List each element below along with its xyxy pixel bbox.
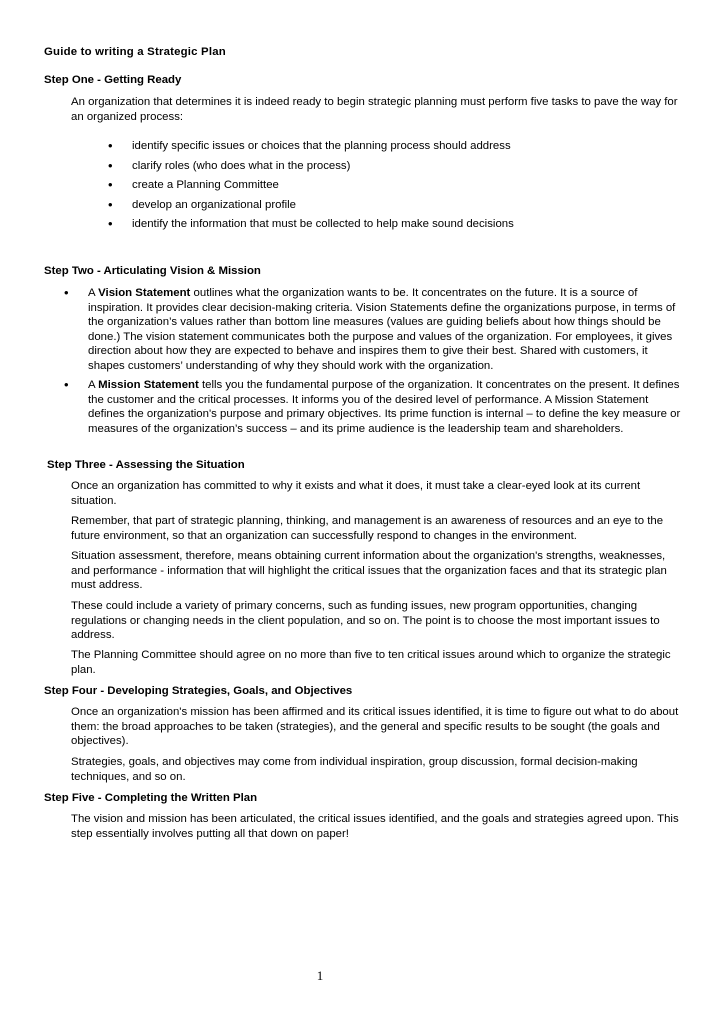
task-text: clarify roles (who does what in the process) — [132, 159, 351, 172]
step-three-paragraph: Once an organization has committed to why it exists and what it does, it must take a clear-eyed look at its current situation. — [71, 480, 641, 507]
task-text: develop an organizational profile — [132, 198, 297, 211]
step-five-paragraph: The vision and mission has been articulated, the critical issues identified, and the goals and strategies agreed upon. This step essentially involves putting all that down on paper! — [71, 813, 679, 840]
vision-body: outlines what the organization wants to be. It concentrates on the future. It is a source of inspiration. It provides clear decision-making criteria. Vision Statements define the organizations purpose, in terms of the organization’s values rather than bottom line measures (values are guiding beliefs about how things should be done.) The vision statement communicates both the purpose and values of the organization. For employees, it gives direction about how they are expected to behave and inspires them to give their best. Shared with customers, it shapes customers’ understanding of why they should work with the organization. — [88, 287, 676, 372]
bullet-icon: • — [108, 177, 113, 193]
vision-lead: A — [88, 287, 99, 299]
bullet-icon: • — [64, 377, 69, 392]
page-number: 1 — [316, 968, 324, 983]
step-three-paragraph: Remember, that part of strategic planning, thinking, and management is an awareness of resources and an eye to the future environment, so that an organization can successfully respond to changes in the environment. — [71, 515, 664, 542]
step-one-heading: Step One - Getting Ready — [44, 74, 182, 86]
step-four-paragraph: Once an organization's mission has been affirmed and its critical issues identified, it is time to figure out what to do about them: the broad approaches to be taken (strategies), and the general and specific results to be sought (the goals and objectives). — [71, 706, 679, 748]
vision-statement-text — [88, 286, 684, 374]
task-text: identify specific issues or choices that the planning process should address — [132, 140, 511, 152]
step-three-heading: Step Three - Assessing the Situation — [47, 459, 245, 471]
task-text: identify the information that must be collected to help make sound decisions — [132, 218, 514, 231]
step-three-paragraph: These could include a variety of primary concerns, such as funding issues, new program opportunities, changing regulations or changing needs in the client population, and so on. The point is to choose the most important issues to address. — [71, 600, 660, 642]
step-three-paragraph: The Planning Committee should agree on no more than five to ten critical issues around which to organize the strategic plan. — [71, 649, 671, 676]
mission-statement-text — [88, 378, 684, 436]
mission-term: Mission Statement — [98, 379, 199, 391]
bullet-icon: • — [108, 196, 113, 212]
bullet-icon: • — [108, 216, 113, 232]
step-one-intro: An organization that determines it is indeed ready to begin strategic planning must perform five tasks to pave the way for an organized process: — [71, 96, 678, 123]
bullet-icon: • — [64, 285, 69, 300]
mission-body: tells you the fundamental purpose of the organization. It concentrates on the present. It defines the customer and the critical processes. It informs you of the desired level of performance. A Mission Statement defines the organization's purpose and primary objectives. Its prime function is internal – to define the key measure or measures of the organization’s success – and its prime audience is the leadership team and shareholders. — [88, 379, 681, 435]
step-two-heading: Step Two - Articulating Vision & Mission — [44, 265, 261, 277]
bullet-icon: • — [108, 138, 113, 153]
mission-lead: A — [88, 379, 99, 391]
step-four-paragraph: Strategies, goals, and objectives may come from individual inspiration, group discussion, formal decision-making techniques, and so on. — [71, 756, 638, 783]
step-five-heading: Step Five - Completing the Written Plan — [44, 792, 258, 804]
bullet-icon: • — [108, 157, 113, 173]
step-four-heading: Step Four - Developing Strategies, Goals, and Objectives — [44, 685, 353, 697]
vision-term: Vision Statement — [98, 287, 191, 299]
document-title: Guide to writing a Strategic Plan — [44, 46, 226, 58]
task-text: create a Planning Committee — [132, 179, 279, 192]
step-three-paragraph: Situation assessment, therefore, means obtaining current information about the organization's strengths, weaknesses, and performance - information that will highlight the critical issues that the organization faces and that its strategic plan must address. — [71, 550, 667, 592]
